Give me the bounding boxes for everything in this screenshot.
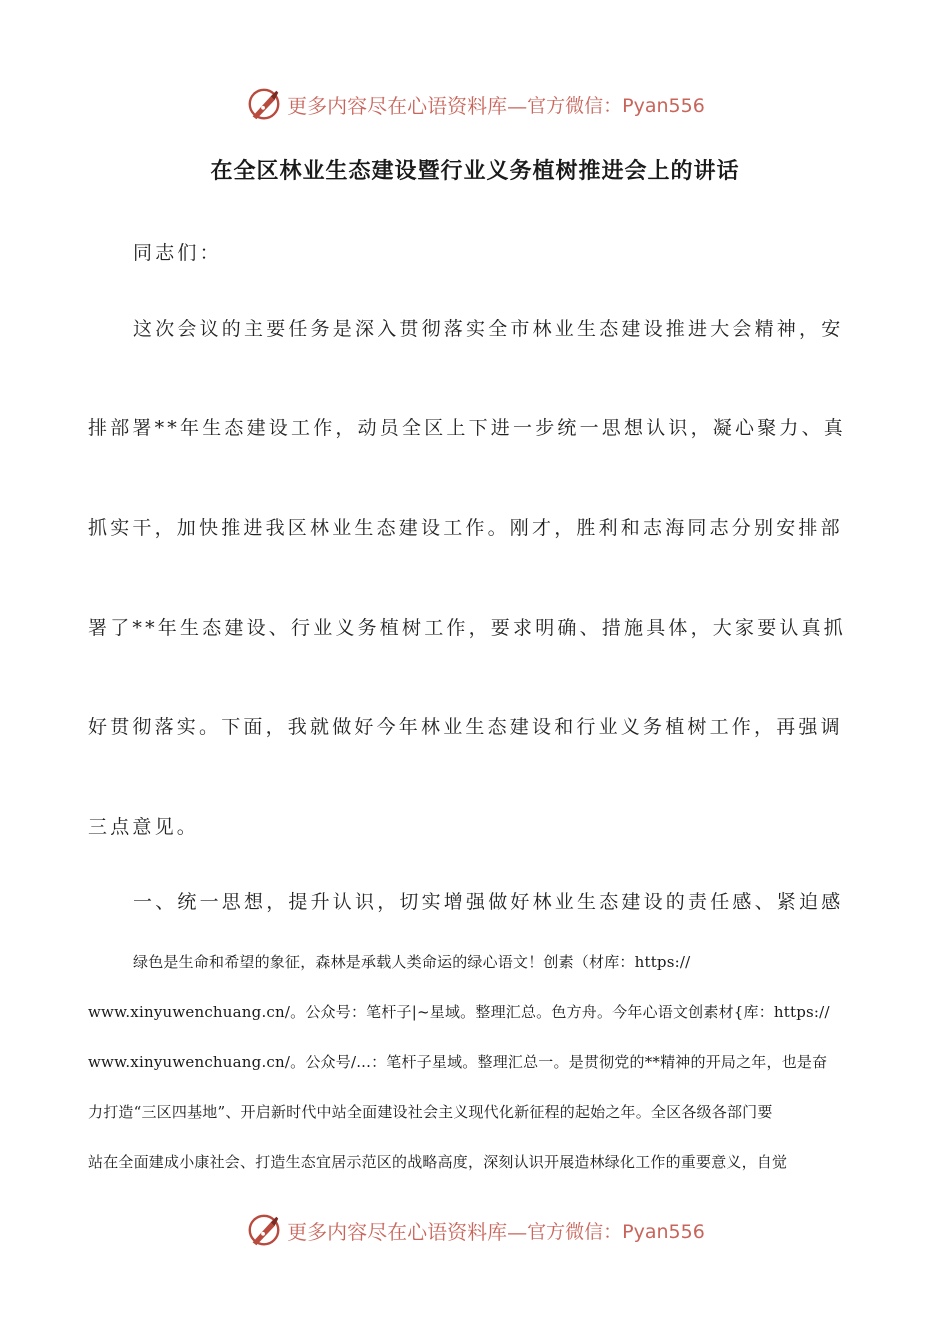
paragraph-line-small: www.xinyuwenchuang.cn/。公众号/...：笔杆子星域。整理汇总一。是贯彻党的**精神的开局之年，也是奋: [88, 1053, 828, 1071]
section-heading: 一、统一思想，提升认识，切实增强做好林业生态建设的责任感、紧迫感: [133, 891, 844, 913]
paragraph-line-small: 力打造“三区四基地”、开启新时代中站全面建设社会主义现代化新征程的起始之年。全区各级各部门要: [88, 1103, 773, 1121]
paragraph-line: 三点意见。: [88, 816, 200, 838]
watermark-banner-top: [0, 82, 950, 126]
salutation: 同志们：: [133, 242, 222, 264]
watermark-main-text: 更多内容尽在心语资料库—: [287, 93, 528, 118]
pen-nib-logo-icon: [245, 85, 283, 123]
pen-nib-logo-icon: [245, 1211, 283, 1249]
paragraph-line: 排部署**年生态建设工作，动员全区上下进一步统一思想认识，凝心聚力、真: [88, 417, 847, 439]
paragraph-line: 署了**年生态建设、行业义务植树工作，要求明确、措施具体，大家要认真抓: [88, 617, 847, 639]
paragraph-line-small: www.xinyuwenchuang.cn/。公众号：笔杆子|~星域。整理汇总。色方舟。今年心语文创素材{库：https://: [88, 1003, 830, 1021]
watermark-wechat-text: 官方微信：Pyan556: [527, 94, 705, 117]
paragraph-line-small: 站在全面建成小康社会、打造生态宜居示范区的战略高度，深刻认识开展造林绿化工作的重要意义，自觉: [88, 1153, 788, 1171]
paragraph-line: 好贯彻落实。下面，我就做好今年林业生态建设和行业义务植树工作，再强调: [88, 716, 843, 738]
watermark-wechat-text: 官方微信：Pyan556: [527, 1220, 705, 1243]
paragraph-line-small: 绿色是生命和希望的象征，森林是承载人类命运的绿心语文！创素（材库：https://: [133, 953, 691, 971]
watermark-main-text: 更多内容尽在心语资料库—: [287, 1219, 528, 1244]
watermark-banner-bottom: [0, 1208, 950, 1252]
paragraph-line: 这次会议的主要任务是深入贯彻落实全市林业生态建设推进大会精神，安: [133, 318, 844, 340]
page-title: 在全区林业生态建设暨行业义务植树推进会上的讲话: [210, 159, 740, 184]
paragraph-line: 抓实干，加快推进我区林业生态建设工作。刚才，胜利和志海同志分别安排部: [88, 517, 843, 539]
